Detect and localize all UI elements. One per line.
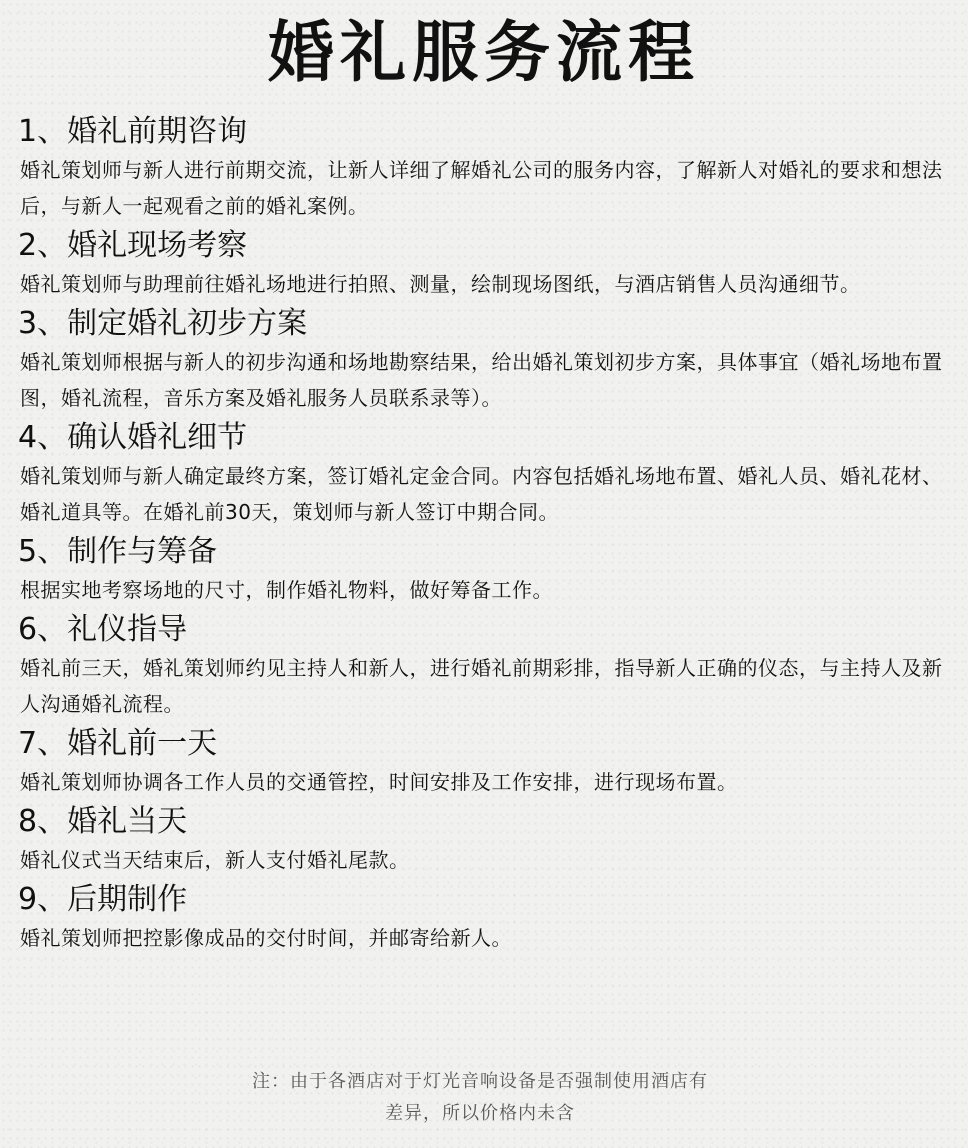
step-body: 婚礼仪式当天结束后，新人支付婚礼尾款。 <box>20 848 410 872</box>
step-body: 婚礼策划师协调各工作人员的交通管控，时间安排及工作安排，进行现场布置。 <box>20 770 738 794</box>
step-body: 婚礼策划师与新人进行前期交流，让新人详细了解婚礼公司的服务内容，了解新人对婚礼的要求和想法后，与新人一起观看之前的婚礼案例。 <box>20 158 943 218</box>
step-heading: 3、制定婚礼初步方案 <box>18 306 308 341</box>
step-body: 婚礼策划师把控影像成品的交付时间，并邮寄给新人。 <box>20 926 512 950</box>
step-4 <box>18 418 958 530</box>
step-heading: 9、后期制作 <box>18 882 188 917</box>
step-heading: 1、婚礼前期咨询 <box>18 114 248 149</box>
step-heading: 4、确认婚礼细节 <box>18 420 248 455</box>
step-5 <box>18 532 958 608</box>
step-body: 根据实地考察场地的尺寸，制作婚礼物料，做好筹备工作。 <box>20 578 553 602</box>
step-body: 婚礼策划师与新人确定最终方案，签订婚礼定金合同。内容包括婚礼场地布置、婚礼人员、婚礼花材、婚礼道具等。在婚礼前30天，策划师与新人签订中期合同。 <box>20 464 943 524</box>
step-1 <box>18 112 958 224</box>
step-heading: 6、礼仪指导 <box>18 612 188 647</box>
steps-list <box>18 112 958 958</box>
step-9 <box>18 880 958 956</box>
step-heading: 7、婚礼前一天 <box>18 726 218 761</box>
step-3 <box>18 304 958 416</box>
step-6 <box>18 610 958 722</box>
step-8 <box>18 802 958 878</box>
step-heading: 8、婚礼当天 <box>18 804 188 839</box>
step-heading: 2、婚礼现场考察 <box>18 228 248 263</box>
page-title: 婚礼服务流程 <box>268 14 700 91</box>
step-7 <box>18 724 958 800</box>
step-2 <box>18 226 958 302</box>
step-body: 婚礼前三天，婚礼策划师约见主持人和新人，进行婚礼前期彩排，指导新人正确的仪态，与主持人及新人沟通婚礼流程。 <box>20 656 943 716</box>
step-body: 婚礼策划师与助理前往婚礼场地进行拍照、测量，绘制现场图纸，与酒店销售人员沟通细节。 <box>20 272 861 296</box>
footnote-line-2: 差异，所以价格内未含 <box>385 1103 575 1124</box>
footnote <box>170 1066 790 1130</box>
step-body: 婚礼策划师根据与新人的初步沟通和场地勘察结果，给出婚礼策划初步方案，具体事宜（婚礼场地布置图，婚礼流程，音乐方案及婚礼服务人员联系录等）。 <box>20 350 943 410</box>
step-heading: 5、制作与筹备 <box>18 534 218 569</box>
footnote-line-1: 注：由于各酒店对于灯光音响设备是否强制使用酒店有 <box>252 1071 708 1092</box>
